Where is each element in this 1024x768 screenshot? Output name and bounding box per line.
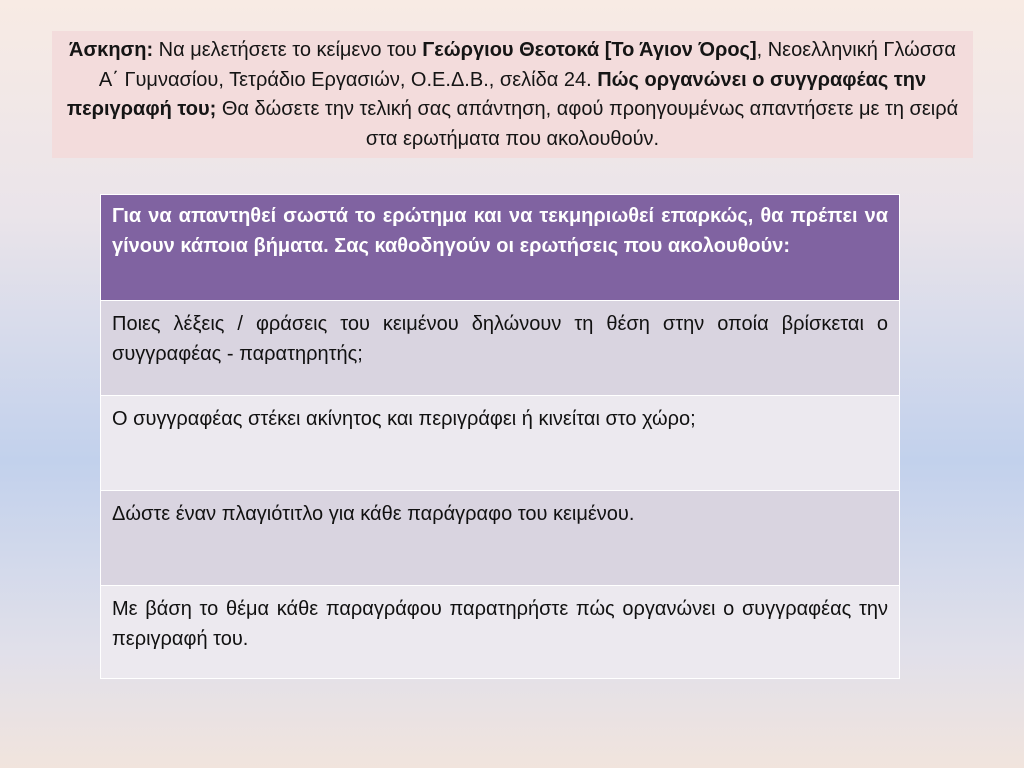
- table-row: [101, 491, 900, 586]
- main-question: Πώς οργανώνει ο συγγραφέας την περιγραφή του;: [66, 68, 927, 120]
- table-row: [101, 396, 900, 491]
- instruction-text-2: , Νεοελληνική Γλώσσα Α΄ Γυμνασίου, Τετράδιο Εργασιών, Ο.Ε.Δ.Β., σελίδα 24.: [98, 39, 956, 91]
- instruction-text-3: Θα δώσετε την τελική σας απάντηση, αφού προηγουμένως απαντήσετε με τη σειρά στα ερωτήματα που ακολουθούν.: [216, 98, 959, 150]
- table-row: [101, 301, 900, 396]
- guide-questions-table: [100, 194, 900, 679]
- question-cell-4: Με βάση το θέμα κάθε παραγράφου παρατηρήστε πώς οργανώνει ο συγγραφέας την περιγραφή του.: [101, 586, 900, 679]
- question-cell-1: Ποιες λέξεις / φράσεις του κειμένου δηλώνουν τη θέση στην οποία βρίσκεται ο συγγραφέας - παρατηρητής;: [101, 301, 900, 396]
- question-cell-2: Ο συγγραφέας στέκει ακίνητος και περιγράφει ή κινείται στο χώρο;: [101, 396, 900, 491]
- table-row: [101, 586, 900, 679]
- instruction-text-1: Να μελετήσετε το κείμενο του: [153, 39, 423, 61]
- source-work-title: Γεώργιου Θεοτοκά [Το Άγιον Όρος]: [422, 39, 757, 61]
- question-cell-3: Δώστε έναν πλαγιότιτλο για κάθε παράγραφο του κειμένου.: [101, 491, 900, 586]
- instruction-box: [52, 31, 973, 158]
- table-header-row: [101, 195, 900, 301]
- table-header-cell: Για να απαντηθεί σωστά το ερώτημα και να τεκμηριωθεί επαρκώς, θα πρέπει να γίνουν κάποια βήματα. Σας καθοδηγούν οι ερωτήσεις που ακολουθούν:: [101, 195, 900, 301]
- exercise-label: Άσκηση:: [69, 39, 154, 61]
